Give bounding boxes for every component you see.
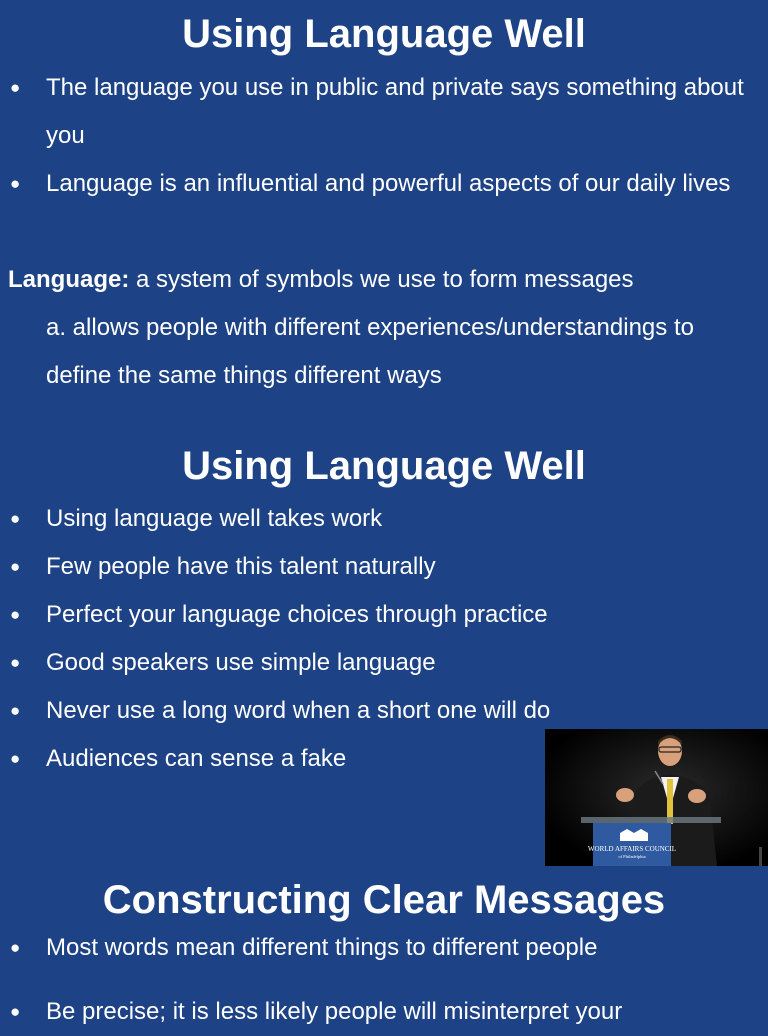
list-item: ● Few people have this talent naturally bbox=[0, 543, 756, 591]
section1-title: Using Language Well bbox=[182, 12, 586, 56]
speaker-photo bbox=[545, 729, 768, 866]
podium-sign-line1: WORLD AFFAIRS COUNCIL bbox=[587, 845, 677, 853]
list-item: ● Perfect your language choices through practice bbox=[0, 591, 756, 639]
definition-term: Language: bbox=[8, 266, 130, 293]
list-item: ● Language is an influential and powerful aspects of our daily lives bbox=[0, 160, 756, 208]
list-item: ● Never use a long word when a short one will do bbox=[0, 687, 756, 735]
list-item: ● The language you use in public and private says something about you bbox=[0, 64, 756, 160]
section2-title: Using Language Well bbox=[182, 444, 586, 488]
section3-bullet-list bbox=[0, 924, 756, 1036]
list-item: ● Be precise; it is less likely people will misinterpret your bbox=[0, 988, 756, 1036]
definition-sub-point: a. allows people with different experiences/understandings to define the same things different ways bbox=[46, 314, 694, 389]
definition-text: a system of symbols we use to form messages bbox=[129, 266, 634, 293]
podium-sign-line2: of Philadelphia bbox=[618, 854, 646, 859]
list-item: ● Audiences can sense a fake bbox=[0, 735, 756, 783]
list-item: ● Good speakers use simple language bbox=[0, 639, 756, 687]
section3-title: Constructing Clear Messages bbox=[102, 878, 666, 922]
section1-bullet-list bbox=[0, 64, 756, 208]
list-item: ● Using language well takes work bbox=[0, 495, 756, 543]
speaker-at-podium-image bbox=[545, 729, 768, 866]
list-item: ● Most words mean different things to different people bbox=[0, 924, 756, 972]
language-definition bbox=[8, 256, 758, 304]
